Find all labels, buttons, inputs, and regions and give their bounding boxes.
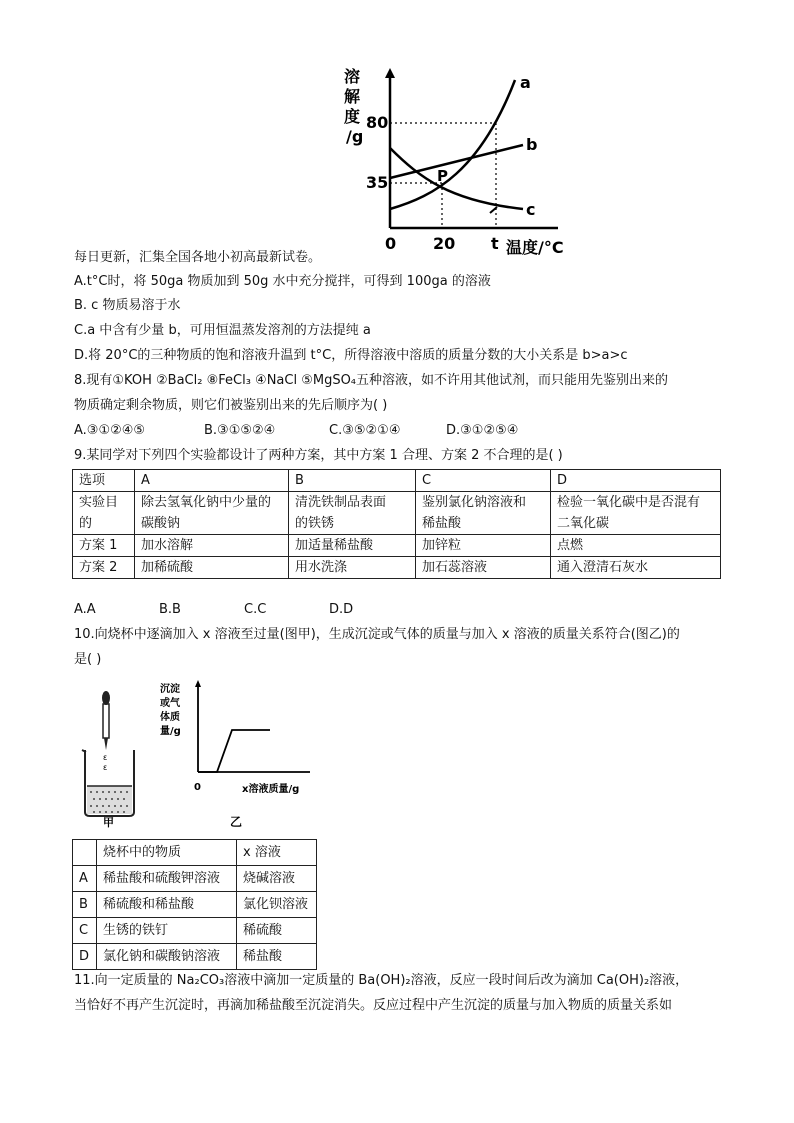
q10-header-cell (73, 840, 97, 866)
q9-plan1-row (73, 535, 721, 557)
tick-80: 80 (366, 113, 389, 132)
q11-line1: 11.向一定质量的 Na₂CO₃溶液中滴加一定质量的 Ba(OH)₂溶液，反应一段时间后改为滴加 Ca(OH)₂溶液， (74, 973, 689, 988)
dropper-icon (102, 691, 110, 772)
q9-cell: 加锌粒 (416, 535, 551, 557)
q9-table (72, 469, 721, 579)
q10-cell: 氯化钡溶液 (237, 892, 317, 918)
graph-y-label-1: 溶 (344, 67, 361, 86)
q8-option-c: C.③⑤②①④ (329, 423, 401, 438)
q10-cell: B (73, 892, 97, 918)
svg-text:ε: ε (103, 763, 108, 772)
q7-option-a: A.t°C时，将 50ga 物质加到 50g 水中充分搅拌，可得到 100ga 的溶液 (74, 274, 491, 289)
q8-options (74, 422, 518, 440)
q8-stem-line2: 物质确定剩余物质，则它们被鉴别出来的先后顺序为( ) (74, 398, 388, 413)
fig-jia-label: 甲 (103, 816, 114, 828)
q9-header-cell: D (551, 470, 721, 492)
q9-header-cell: A (135, 470, 289, 492)
q10-table (72, 839, 317, 970)
yi-ylabel-1: 沉淀 (160, 684, 180, 695)
point-p-label: P (437, 167, 448, 185)
watermark-text: 每日更新，汇集全国各地小初高最新试卷。 (74, 250, 322, 265)
q10-cell: 生锈的铁钉 (97, 918, 237, 944)
q9-header-cell: B (289, 470, 416, 492)
q9-plan2-row (73, 557, 721, 579)
q9-purpose-d: 检验一氧化碳中是否混有 二氧化碳 (551, 492, 721, 535)
q10-cell: C (73, 918, 97, 944)
yi-origin: 0 (194, 782, 201, 793)
yi-ylabel-2: 或气 (160, 698, 180, 709)
q7-option-b: B. c 物质易溶于水 (74, 298, 181, 313)
q10-stem-line1: 10.向烧杯中逐滴加入 x 溶液至过量(图甲)，生成沉淀或气体的质量与加入 x 溶液的质量关系符合(图乙)的 (74, 627, 680, 642)
q9-option-c: C.C (244, 602, 267, 617)
tick-t: t (491, 234, 499, 253)
graph-x-label: 温度/°C (506, 238, 564, 257)
q9-option-a: A.A (74, 602, 96, 617)
q9-cell: 点燃 (551, 535, 721, 557)
q9-cell: 加石蕊溶液 (416, 557, 551, 579)
q10-header-row (73, 840, 317, 866)
y-axis-arrow-icon (385, 68, 395, 78)
q10-row (73, 866, 317, 892)
curve-a-label: a (520, 73, 531, 92)
q8-option-a: A.③①②④⑤ (74, 423, 146, 438)
graph-y-label-4: /g (346, 127, 364, 146)
tick-35: 35 (366, 173, 389, 192)
q10-cell: 稀硫酸和稀盐酸 (97, 892, 237, 918)
q8-option-b: B.③①⑤②④ (204, 423, 276, 438)
q9-purpose-c: 鉴别氯化钠溶液和 稀盐酸 (416, 492, 551, 535)
q9-cell: 加适量稀盐酸 (289, 535, 416, 557)
q7-option-d: D.将 20°C的三种物质的饱和溶液升温到 t°C，所得溶液中溶质的质量分数的大小关系是 b>a>c (74, 348, 628, 363)
q9-header-row (73, 470, 721, 492)
q9-stem: 9.某同学对下列四个实验都设计了两种方案，其中方案 1 合理、方案 2 不合理的是( ) (74, 448, 563, 463)
curve-c (390, 148, 523, 209)
q9-purpose-label: 实验目 的 (73, 492, 135, 535)
q10-cell: 烧碱溶液 (237, 866, 317, 892)
tick-20: 20 (433, 234, 456, 253)
q10-stem-line2: 是( ) (74, 652, 102, 667)
q9-option-d: D.D (329, 602, 354, 617)
q10-row (73, 944, 317, 970)
q10-cell: 氯化钠和碳酸钠溶液 (97, 944, 237, 970)
q10-cell: D (73, 944, 97, 970)
q9-cell: 加稀硫酸 (135, 557, 289, 579)
graph-y-label-2: 解 (344, 87, 361, 106)
solubility-graph (340, 66, 580, 262)
yi-ylabel-3: 体质 (160, 712, 180, 723)
q10-header-cell: x 溶液 (237, 840, 317, 866)
fig-yi-label: 乙 (230, 815, 243, 828)
q9-options (74, 601, 353, 619)
q9-cell: 方案 1 (73, 535, 135, 557)
q10-header-cell: 烧杯中的物质 (97, 840, 237, 866)
q10-figure (70, 678, 330, 828)
q10-cell: 稀盐酸和硫酸钾溶液 (97, 866, 237, 892)
svg-text:ε: ε (103, 753, 108, 762)
q9-option-b: B.B (159, 602, 181, 617)
q10-cell: 稀盐酸 (237, 944, 317, 970)
q10-cell: A (73, 866, 97, 892)
q8-stem-line1: 8.现有①KOH ②BaCl₂ ⑧FeCl₃ ④NaCl ⑤MgSO₄五种溶液，如不许用其他试剂，而只能用先鉴别出来的 (74, 373, 669, 388)
q10-row (73, 918, 317, 944)
tick-0: 0 (385, 234, 397, 253)
yi-xlabel: x溶液质量/g (242, 784, 300, 795)
q10-cell: 稀硫酸 (237, 918, 317, 944)
graph-y-label (344, 67, 363, 146)
yi-curve (198, 730, 270, 772)
q7-option-c: C.a 中含有少量 b，可用恒温蒸发溶剂的方法提纯 a (74, 323, 371, 338)
q9-header-cell: C (416, 470, 551, 492)
q9-purpose-row (73, 492, 721, 535)
q10-row (73, 892, 317, 918)
q9-cell: 加水溶解 (135, 535, 289, 557)
beaker-icon (82, 750, 134, 816)
q9-cell: 通入澄清石灰水 (551, 557, 721, 579)
q9-purpose-b: 清洗铁制品表面 的铁锈 (289, 492, 416, 535)
yi-y-arrow-icon (195, 680, 201, 687)
q11-line2: 当恰好不再产生沉淀时，再滴加稀盐酸至沉淀消失。反应过程中产生沉淀的质量与加入物质的质量关系如 (74, 998, 673, 1013)
curve-c-label: c (526, 200, 536, 219)
yi-ylabel-4: 量/g (160, 726, 181, 737)
curve-b-label: b (526, 135, 538, 154)
q9-header-cell: 选项 (73, 470, 135, 492)
q9-purpose-a: 除去氢氧化钠中少量的 碳酸钠 (135, 492, 289, 535)
graph-y-label-3: 度 (344, 107, 361, 126)
q9-cell: 方案 2 (73, 557, 135, 579)
q8-option-d: D.③①②⑤④ (446, 423, 519, 438)
q9-cell: 用水洗涤 (289, 557, 416, 579)
